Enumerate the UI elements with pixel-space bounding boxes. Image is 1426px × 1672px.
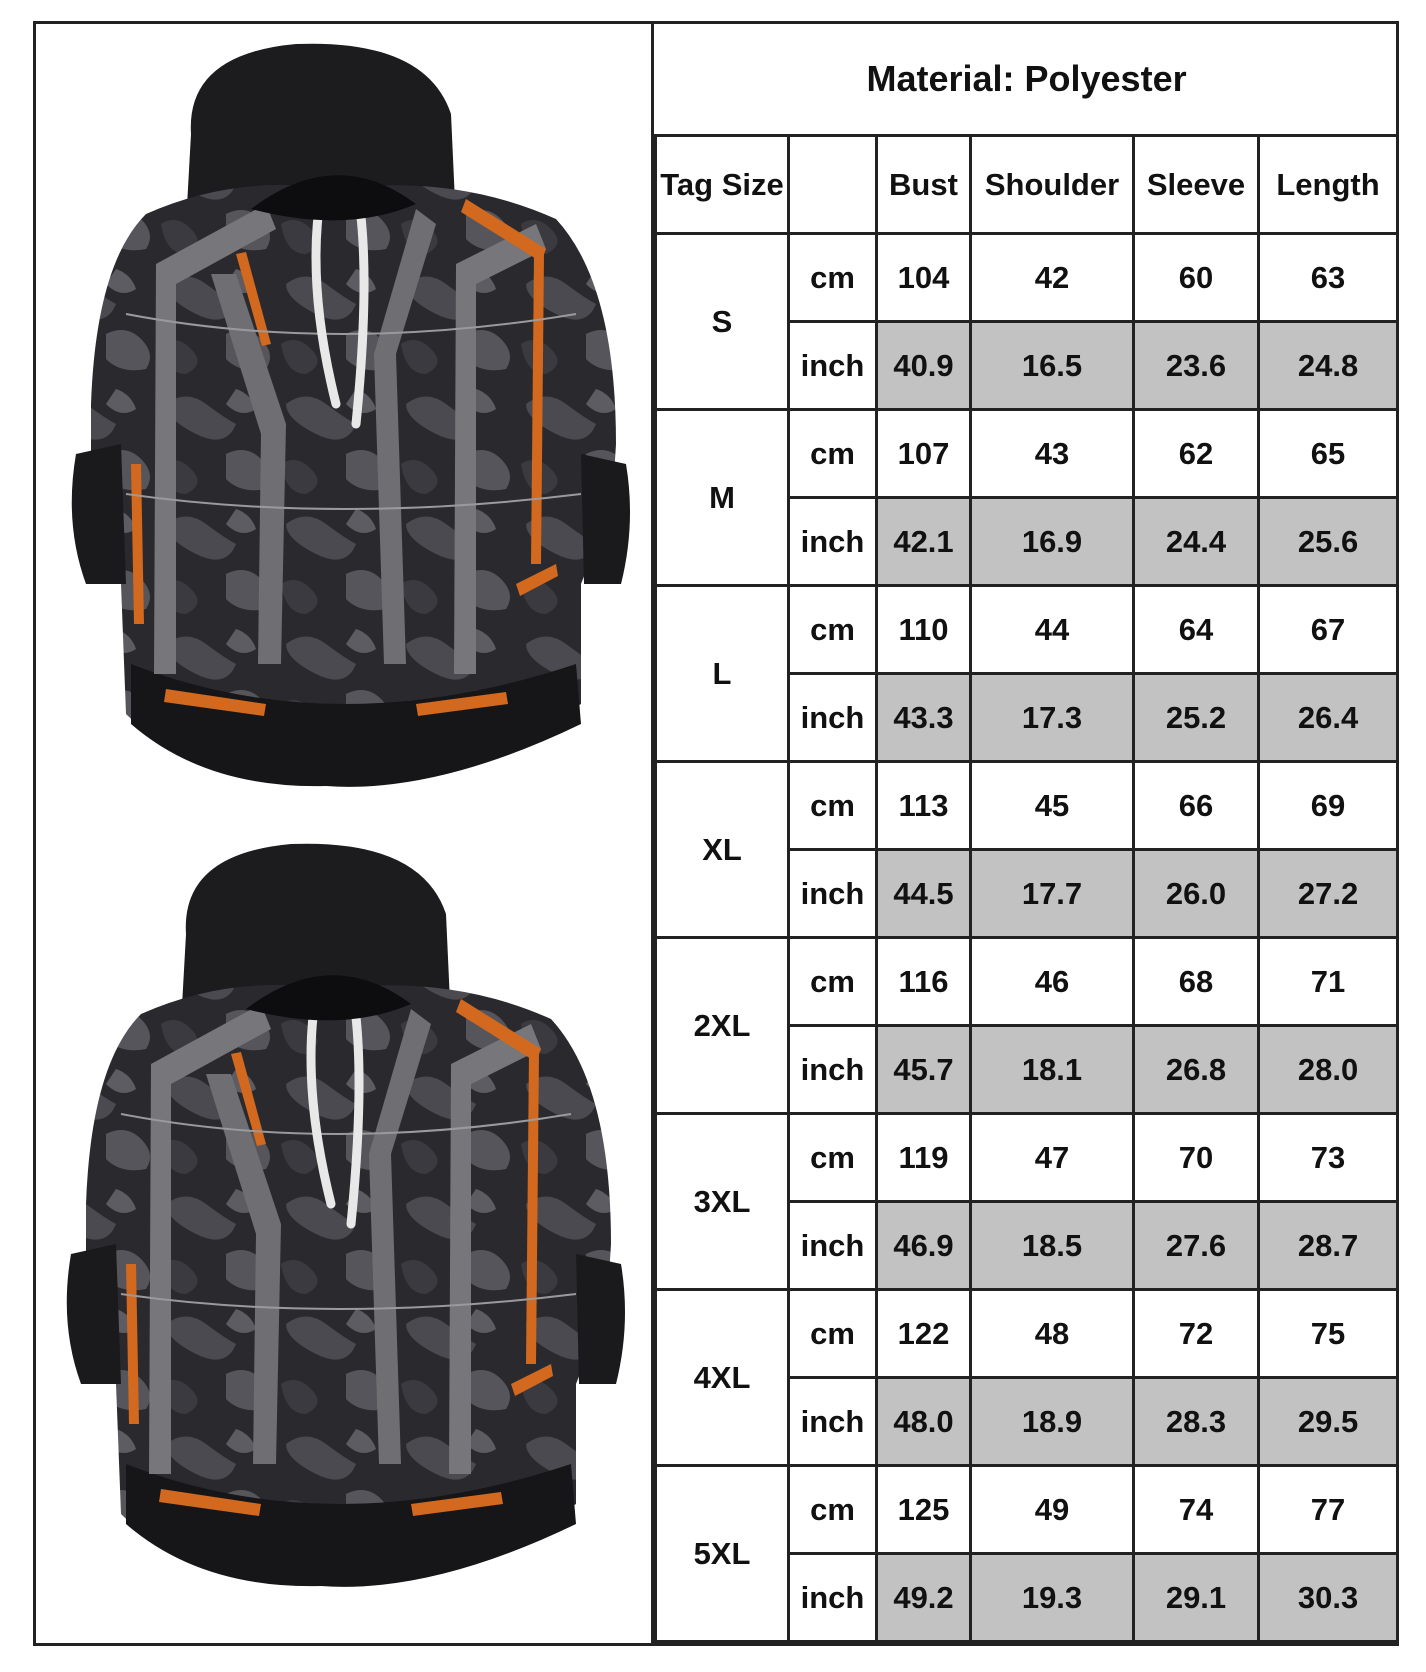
- shoulder-value: 46: [971, 938, 1134, 1026]
- sleeve-value: 60: [1134, 234, 1259, 322]
- table-row: [656, 586, 1398, 674]
- unit-label: cm: [789, 1290, 877, 1378]
- unit-label: cm: [789, 410, 877, 498]
- unit-label: cm: [789, 234, 877, 322]
- bust-value: 40.9: [877, 322, 971, 410]
- length-value: 30.3: [1259, 1554, 1398, 1642]
- size-label: 4XL: [656, 1290, 789, 1466]
- material-title: Material: Polyester: [656, 24, 1398, 136]
- bust-value: 42.1: [877, 498, 971, 586]
- bust-value: 113: [877, 762, 971, 850]
- size-label: L: [656, 586, 789, 762]
- sleeve-value: 64: [1134, 586, 1259, 674]
- bust-value: 125: [877, 1466, 971, 1554]
- shoulder-value: 18.1: [971, 1026, 1134, 1114]
- length-value: 26.4: [1259, 674, 1398, 762]
- sleeve-value: 70: [1134, 1114, 1259, 1202]
- length-value: 24.8: [1259, 322, 1398, 410]
- hoodie-product-photo-bottom: [36, 824, 654, 1644]
- unit-label: cm: [789, 1466, 877, 1554]
- bust-value: 48.0: [877, 1378, 971, 1466]
- bust-value: 46.9: [877, 1202, 971, 1290]
- length-value: 77: [1259, 1466, 1398, 1554]
- shoulder-value: 44: [971, 586, 1134, 674]
- bust-value: 116: [877, 938, 971, 1026]
- shoulder-value: 43: [971, 410, 1134, 498]
- length-value: 65: [1259, 410, 1398, 498]
- shoulder-value: 48: [971, 1290, 1134, 1378]
- sleeve-value: 74: [1134, 1466, 1259, 1554]
- shoulder-value: 17.7: [971, 850, 1134, 938]
- bust-value: 45.7: [877, 1026, 971, 1114]
- product-photos: [36, 24, 654, 1643]
- length-value: 75: [1259, 1290, 1398, 1378]
- length-value: 67: [1259, 586, 1398, 674]
- header-shoulder: Shoulder: [971, 136, 1134, 234]
- shoulder-value: 17.3: [971, 674, 1134, 762]
- sleeve-value: 62: [1134, 410, 1259, 498]
- sleeve-value: 72: [1134, 1290, 1259, 1378]
- bust-value: 119: [877, 1114, 971, 1202]
- header-length: Length: [1259, 136, 1398, 234]
- length-value: 73: [1259, 1114, 1398, 1202]
- bust-value: 104: [877, 234, 971, 322]
- header-sleeve: Sleeve: [1134, 136, 1259, 234]
- size-label: M: [656, 410, 789, 586]
- shoulder-value: 45: [971, 762, 1134, 850]
- hoodie-product-photo-top: [36, 24, 654, 844]
- length-value: 29.5: [1259, 1378, 1398, 1466]
- shoulder-value: 47: [971, 1114, 1134, 1202]
- length-value: 27.2: [1259, 850, 1398, 938]
- length-value: 28.7: [1259, 1202, 1398, 1290]
- size-label: 5XL: [656, 1466, 789, 1642]
- shoulder-value: 42: [971, 234, 1134, 322]
- unit-label: cm: [789, 938, 877, 1026]
- table-row: [656, 1290, 1398, 1378]
- sleeve-value: 25.2: [1134, 674, 1259, 762]
- unit-label: cm: [789, 586, 877, 674]
- size-label: S: [656, 234, 789, 410]
- sleeve-value: 29.1: [1134, 1554, 1259, 1642]
- size-chart-table: [654, 24, 1399, 1643]
- unit-label: cm: [789, 762, 877, 850]
- sleeve-value: 27.6: [1134, 1202, 1259, 1290]
- size-label: 2XL: [656, 938, 789, 1114]
- shoulder-value: 18.5: [971, 1202, 1134, 1290]
- sleeve-value: 26.0: [1134, 850, 1259, 938]
- length-value: 28.0: [1259, 1026, 1398, 1114]
- table-row: [656, 938, 1398, 1026]
- sleeve-value: 24.4: [1134, 498, 1259, 586]
- unit-label: inch: [789, 1378, 877, 1466]
- unit-label: cm: [789, 1114, 877, 1202]
- unit-label: inch: [789, 322, 877, 410]
- bust-value: 44.5: [877, 850, 971, 938]
- shoulder-value: 16.9: [971, 498, 1134, 586]
- sleeve-value: 23.6: [1134, 322, 1259, 410]
- header-row: [656, 136, 1398, 234]
- header-unit: [789, 136, 877, 234]
- sleeve-value: 28.3: [1134, 1378, 1259, 1466]
- unit-label: inch: [789, 1554, 877, 1642]
- shoulder-value: 19.3: [971, 1554, 1134, 1642]
- table-row: [656, 234, 1398, 322]
- length-value: 63: [1259, 234, 1398, 322]
- table-row: [656, 1114, 1398, 1202]
- length-value: 71: [1259, 938, 1398, 1026]
- table-row: [656, 1466, 1398, 1554]
- unit-label: inch: [789, 674, 877, 762]
- table-row: [656, 410, 1398, 498]
- unit-label: inch: [789, 850, 877, 938]
- sleeve-value: 66: [1134, 762, 1259, 850]
- header-bust: Bust: [877, 136, 971, 234]
- length-value: 69: [1259, 762, 1398, 850]
- shoulder-value: 16.5: [971, 322, 1134, 410]
- bust-value: 122: [877, 1290, 971, 1378]
- header-tag-size: Tag Size: [656, 136, 789, 234]
- table-row: [656, 762, 1398, 850]
- bust-value: 43.3: [877, 674, 971, 762]
- bust-value: 107: [877, 410, 971, 498]
- length-value: 25.6: [1259, 498, 1398, 586]
- unit-label: inch: [789, 1026, 877, 1114]
- sleeve-value: 26.8: [1134, 1026, 1259, 1114]
- bust-value: 110: [877, 586, 971, 674]
- bust-value: 49.2: [877, 1554, 971, 1642]
- shoulder-value: 49: [971, 1466, 1134, 1554]
- sleeve-value: 68: [1134, 938, 1259, 1026]
- size-label: 3XL: [656, 1114, 789, 1290]
- shoulder-value: 18.9: [971, 1378, 1134, 1466]
- unit-label: inch: [789, 498, 877, 586]
- unit-label: inch: [789, 1202, 877, 1290]
- size-label: XL: [656, 762, 789, 938]
